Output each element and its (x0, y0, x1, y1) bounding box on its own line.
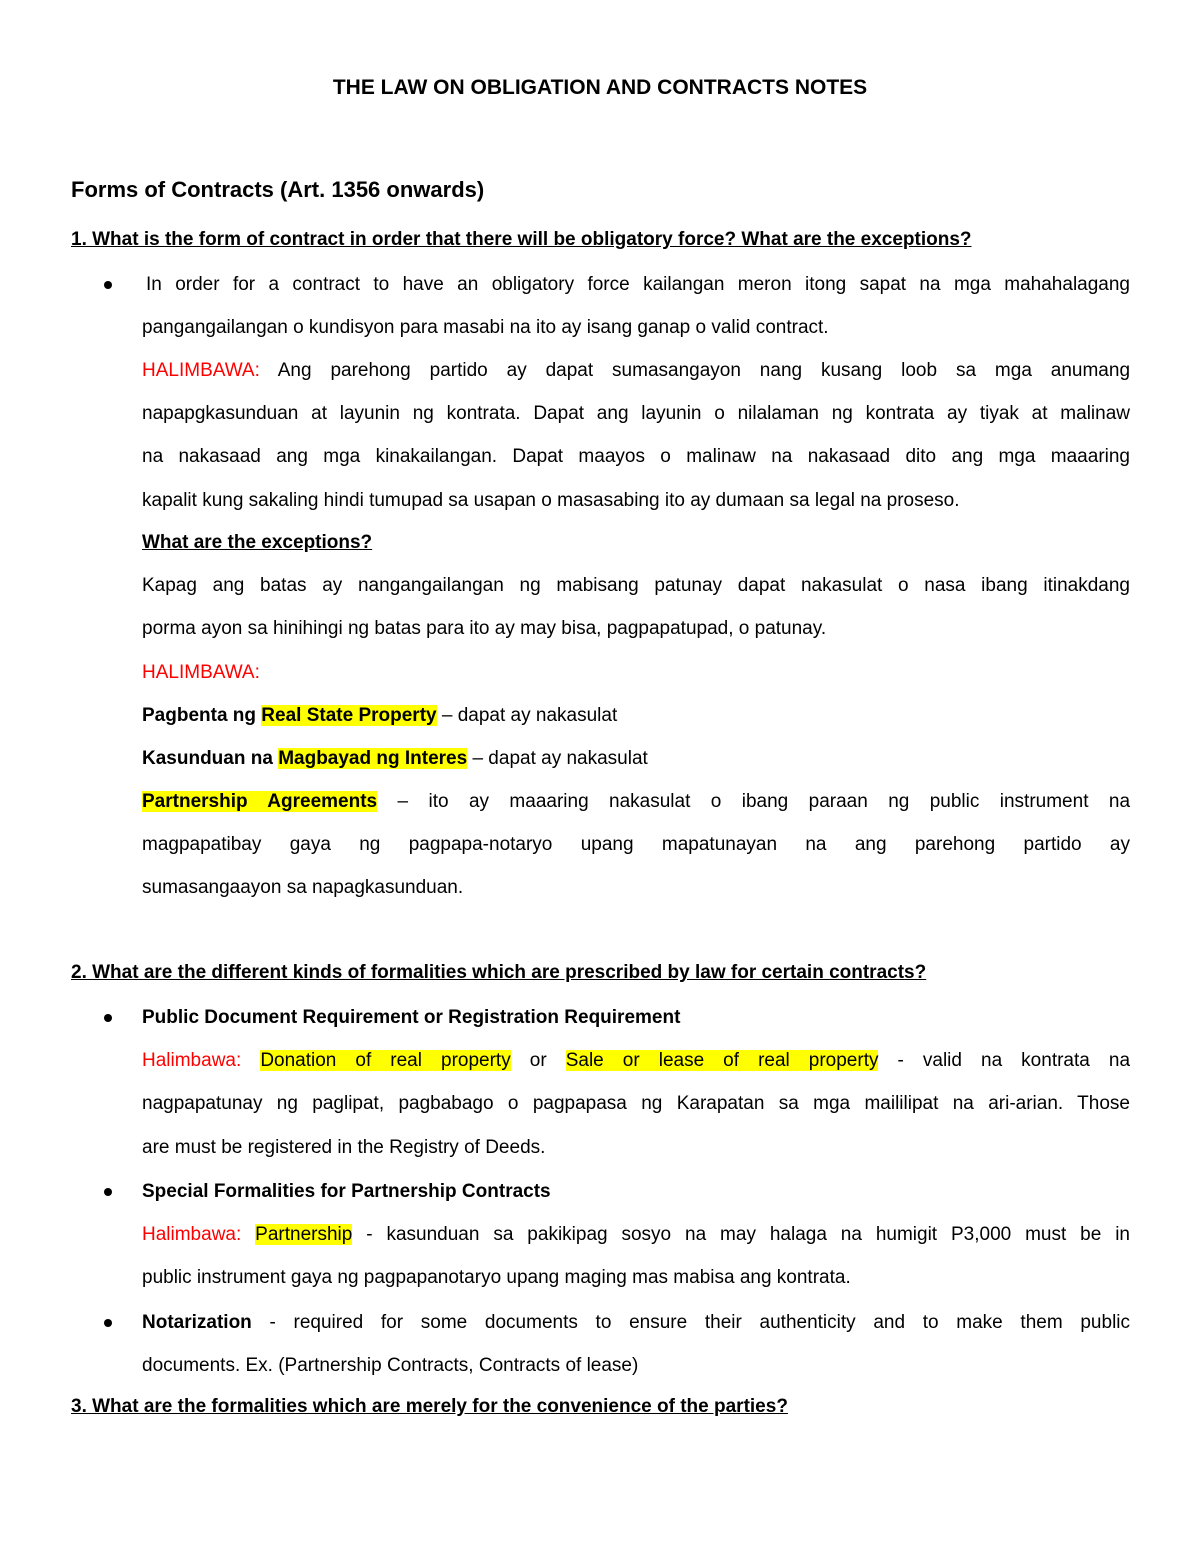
example-text: Ang parehong partido ay dapat sumasangayon nang kusang loob sa mga anumang (277, 360, 1131, 381)
item-lead: Kasunduan na (142, 748, 279, 769)
example-label: HALIMBAWA: (142, 360, 260, 381)
item-text: – dapat ay nakasulat (467, 748, 648, 769)
question-2: 2. What are the different kinds of formalities which are prescribed by law for certain contracts? (71, 962, 927, 983)
q2-example-line: are must be registered in the Registry of Deeds. (142, 1137, 546, 1158)
item-text: – dapat ay nakasulat (436, 705, 618, 726)
bullet-icon (104, 1319, 112, 1327)
q1-example-line (142, 359, 1130, 383)
bullet-title: Notarization (142, 1312, 252, 1333)
q1-answer-line: pangangailangan o kundisyon para masabi na ito ay isang ganap o valid contract. (142, 317, 829, 338)
exceptions-heading: What are the exceptions? (142, 532, 373, 553)
section-heading: Forms of Contracts (Art. 1356 onwards) (71, 177, 485, 202)
example-item (142, 747, 1130, 771)
bullet-icon (104, 281, 112, 289)
item-text: - valid na kontrata na (897, 1050, 1131, 1071)
example-label: HALIMBAWA: (142, 662, 260, 683)
q1-example-line: kapalit kung sakaling hindi tumupad sa usapan o masasabing ito ay dumaan sa legal na proseso. (142, 490, 960, 511)
example-item (142, 790, 1130, 814)
q2-example-line: public instrument gaya ng pagpapanotaryo upang maging mas mabisa ang kontrata. (142, 1267, 851, 1288)
exceptions-line: porma ayon sa hinihingi ng batas para ito ay may bisa, pagpapatupad, o patunay. (142, 618, 827, 639)
document-title: THE LAW ON OBLIGATION AND CONTRACTS NOTES (332, 76, 868, 99)
example-label: Halimbawa: (142, 1224, 242, 1245)
q1-example-line: na nakasaad ang mga kinakailangan. Dapat maayos o malinaw na nakasaad dito ang mga maaaring (142, 446, 1130, 467)
bullet-title: Public Document Requirement or Registration Requirement (142, 1007, 681, 1028)
example-item-line: sumasangaayon sa napagkasunduan. (142, 877, 464, 898)
q2-example-line (142, 1049, 1130, 1073)
highlight-term: Sale or lease of real property (565, 1050, 879, 1071)
item-text: – ito ay maaaring nakasulat o ibang paraan ng public instrument na (397, 791, 1131, 812)
exceptions-line: Kapag ang batas ay nangangailangan ng mabisang patunay dapat nakasulat o nasa ibang itinakdang (142, 575, 1130, 596)
q2-example-line: documents. Ex. (Partnership Contracts, Contracts of lease) (142, 1355, 639, 1376)
highlight-term: Donation of real property (260, 1050, 511, 1071)
question-1: 1. What is the form of contract in order that there will be obligatory force? What are the exceptions? (71, 229, 972, 250)
q2-example-line: nagpapatunay ng paglipat, pagbabago o pagpapasa ng Karapatan sa mga maililipat na ari-arian. Those (142, 1093, 1130, 1114)
bullet-icon (104, 1014, 112, 1022)
highlight-term: Magbayad ng Interes (278, 748, 468, 769)
example-label: Halimbawa: (142, 1050, 242, 1071)
item-text: - kasunduan sa pakikipag sosyo na may halaga na humigit P3,000 must be in (366, 1224, 1130, 1245)
q2-example-line (142, 1223, 1130, 1247)
example-item-line: magpapatibay gaya ng pagpapa-notaryo upang mapatunayan na ang parehong partido ay (142, 834, 1130, 855)
highlight-term: Partnership Agreements (142, 791, 378, 812)
q2-example-line (142, 1311, 1130, 1335)
highlight-term: Partnership (255, 1224, 353, 1245)
example-item (142, 704, 1130, 728)
item-text: or (529, 1050, 547, 1071)
highlight-term: Real State Property (261, 705, 437, 726)
q1-example-line: napapgkasunduan at layunin ng kontrata. Dapat ang layunin o nilalaman ng kontrata ay tiyak at malinaw (142, 403, 1130, 424)
q1-answer-line: In order for a contract to have an obligatory force kailangan meron itong sapat na mga mahahalagang (146, 274, 1130, 295)
item-text: - required for some documents to ensure their authenticity and to make them public (269, 1312, 1131, 1333)
bullet-icon (104, 1188, 112, 1196)
item-lead: Pagbenta ng (142, 705, 262, 726)
question-3: 3. What are the formalities which are merely for the convenience of the parties? (71, 1396, 788, 1417)
bullet-title: Special Formalities for Partnership Contracts (142, 1181, 551, 1202)
